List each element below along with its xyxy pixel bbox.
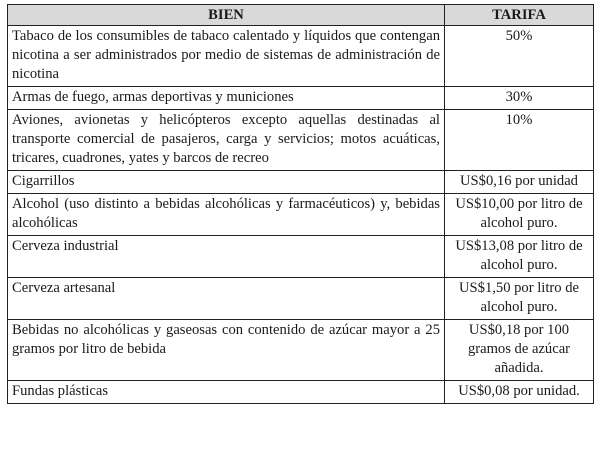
cell-bien: Bebidas no alcohólicas y gaseosas con contenido de azúcar mayor a 25 gramos por litro de bebida	[8, 320, 445, 381]
table-row	[8, 194, 594, 236]
table-row	[8, 171, 594, 194]
table-row	[8, 278, 594, 320]
cell-tarifa: US$10,00 por litro de alcohol puro.	[445, 194, 594, 236]
table-row	[8, 320, 594, 381]
cell-bien: Alcohol (uso distinto a bebidas alcohólicas y farmacéuticos) y, bebidas alcohólicas	[8, 194, 445, 236]
cell-bien: Fundas plásticas	[8, 381, 445, 404]
cell-tarifa: US$0,18 por 100 gramos de azúcar añadida.	[445, 320, 594, 381]
header-row	[8, 5, 594, 26]
cell-bien: Aviones, avionetas y helicópteros excepto aquellas destinadas al transporte comercial de pasajeros, carga y servicios; motos acuáticas, tricares, cuadrones, yates y barcos de recreo	[8, 110, 445, 171]
table-header	[8, 5, 594, 26]
cell-tarifa: 30%	[445, 87, 594, 110]
cell-bien: Tabaco de los consumibles de tabaco calentado y líquidos que contengan nicotina a ser administrados por medio de sistemas de administración de nicotina	[8, 26, 445, 87]
cell-tarifa: US$0,08 por unidad.	[445, 381, 594, 404]
table-body	[8, 26, 594, 404]
cell-bien: Armas de fuego, armas deportivas y municiones	[8, 87, 445, 110]
tax-rates-table	[7, 4, 594, 404]
cell-bien: Cerveza artesanal	[8, 278, 445, 320]
table-row	[8, 381, 594, 404]
table-row	[8, 110, 594, 171]
cell-tarifa: 10%	[445, 110, 594, 171]
cell-bien: Cigarrillos	[8, 171, 445, 194]
header-bien: BIEN	[8, 5, 445, 26]
table-row	[8, 236, 594, 278]
cell-tarifa: US$1,50 por litro de alcohol puro.	[445, 278, 594, 320]
cell-bien: Cerveza industrial	[8, 236, 445, 278]
table-row	[8, 26, 594, 87]
cell-tarifa: 50%	[445, 26, 594, 87]
cell-tarifa: US$13,08 por litro de alcohol puro.	[445, 236, 594, 278]
table-row	[8, 87, 594, 110]
header-tarifa: TARIFA	[445, 5, 594, 26]
cell-tarifa: US$0,16 por unidad	[445, 171, 594, 194]
